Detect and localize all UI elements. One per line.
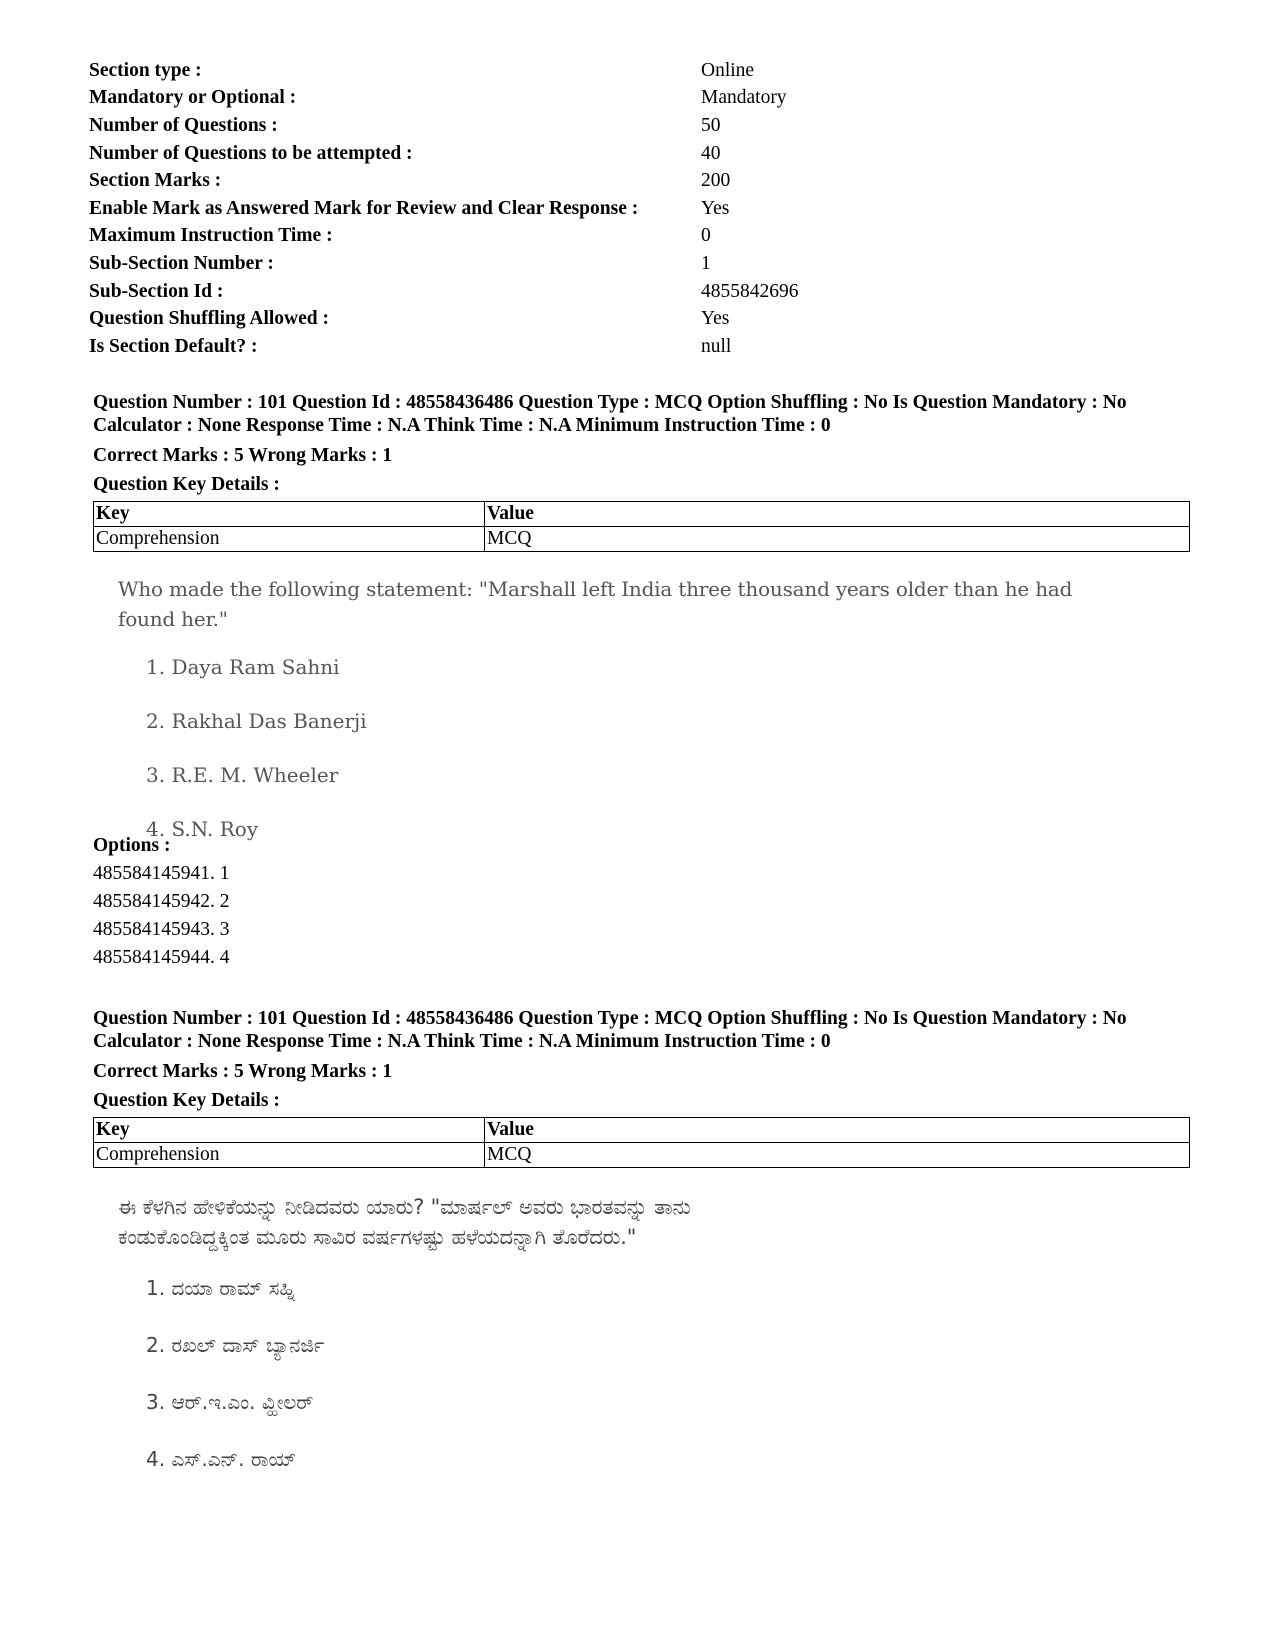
- section-key: Sub-Section Id :: [89, 280, 224, 302]
- section-key: Sub-Section Number :: [89, 252, 274, 274]
- question-body-english: [118, 574, 1118, 856]
- table-header-key: Key: [94, 502, 485, 527]
- section-value: Yes: [701, 197, 730, 219]
- section-row: [89, 85, 799, 113]
- question-header: Question Number : 101 Question Id : 48558436486 Question Type : MCQ Option Shuffling : No Is Question Mandatory : No Calculator : None Response Time : N.A Think Time : N.A Minimum Instruction Time : 0: [93, 392, 1127, 436]
- options-list: [93, 832, 230, 972]
- table-header-value: Value: [485, 1118, 1190, 1143]
- section-key: Mandatory or Optional :: [89, 87, 297, 109]
- section-row: [89, 167, 799, 195]
- option-item: 485584145941. 1: [93, 863, 230, 884]
- question-body-kannada: [118, 1192, 1118, 1488]
- choice-item: 1. Daya Ram Sahni: [146, 655, 340, 679]
- choice-item: 3. ಆರ್.ಇ.ಎಂ. ವ್ಹೀಲರ್: [146, 1390, 314, 1414]
- table-row: [94, 527, 1190, 552]
- table-cell-value: MCQ: [485, 1143, 1190, 1168]
- question-key-table: [93, 501, 1190, 552]
- table-cell-key: Comprehension: [94, 527, 485, 552]
- choice-item: 4. ಎಸ್.ಎನ್. ರಾಯ್: [146, 1447, 297, 1471]
- section-row: [89, 333, 799, 361]
- section-value: 4855842696: [701, 280, 799, 302]
- question-key-details-label: Question Key Details :: [93, 474, 280, 495]
- section-row: [89, 57, 799, 85]
- section-value: Mandatory: [701, 87, 787, 109]
- question-key-table: [93, 1117, 1190, 1168]
- question-key-details-label: Question Key Details :: [93, 1090, 280, 1111]
- table-row: [94, 1143, 1190, 1168]
- section-row: [89, 305, 799, 333]
- section-value: Online: [701, 59, 755, 81]
- question-header-block: [93, 391, 1193, 552]
- section-row: [89, 112, 799, 140]
- section-row: [89, 250, 799, 278]
- section-value: 40: [701, 142, 721, 164]
- section-key: Number of Questions :: [89, 114, 278, 136]
- table-row: [94, 1118, 1190, 1143]
- question-header-block: [93, 1007, 1193, 1168]
- section-value: 200: [701, 170, 731, 192]
- section-value: 50: [701, 114, 721, 136]
- table-row: [94, 502, 1190, 527]
- section-row: [89, 278, 799, 306]
- section-info-table: [89, 57, 799, 361]
- question-stem-line: ಈ ಕೆಳಗಿನ ಹೇಳಿಕೆಯನ್ನು ನೀಡಿದವರು ಯಾರು? "ಮಾರ್ಷಲ್ ಅವರು ಭಾರತವನ್ನು ತಾನು: [118, 1195, 691, 1219]
- section-row: [89, 140, 799, 168]
- section-key: Enable Mark as Answered Mark for Review and Clear Response :: [89, 197, 639, 219]
- section-value: 0: [701, 225, 711, 247]
- choice-item: 4. S.N. Roy: [146, 817, 259, 841]
- section-key: Is Section Default? :: [89, 335, 258, 357]
- options-label: Options :: [93, 835, 171, 856]
- section-key: Question Shuffling Allowed :: [89, 308, 330, 330]
- choice-item: 3. R.E. M. Wheeler: [146, 763, 339, 787]
- section-key: Section type :: [89, 59, 202, 81]
- section-value: Yes: [701, 308, 730, 330]
- section-key: Maximum Instruction Time :: [89, 225, 333, 247]
- option-item: 485584145942. 2: [93, 891, 230, 912]
- question-stem: Who made the following statement: "Marshall left India three thousand years older than he had found her.": [118, 577, 1073, 631]
- section-row: [89, 223, 799, 251]
- option-item: 485584145944. 4: [93, 947, 230, 968]
- table-cell-key: Comprehension: [94, 1143, 485, 1168]
- section-row: [89, 195, 799, 223]
- choice-item: 2. ರಖಲ್ ದಾಸ್ ಬ್ಯಾನರ್ಜಿ: [146, 1333, 325, 1357]
- section-key: Section Marks :: [89, 170, 222, 192]
- choice-item: 2. Rakhal Das Banerji: [146, 709, 367, 733]
- question-header: Question Number : 101 Question Id : 48558436486 Question Type : MCQ Option Shuffling : No Is Question Mandatory : No Calculator : None Response Time : N.A Think Time : N.A Minimum Instruction Time : 0: [93, 1008, 1127, 1052]
- section-key: Number of Questions to be attempted :: [89, 142, 413, 164]
- option-item: 485584145943. 3: [93, 919, 230, 940]
- table-cell-value: MCQ: [485, 527, 1190, 552]
- table-header-key: Key: [94, 1118, 485, 1143]
- choice-item: 1. ದಯಾ ರಾಮ್ ಸಹ್ನಿ: [146, 1276, 296, 1300]
- table-header-value: Value: [485, 502, 1190, 527]
- section-value: 1: [701, 252, 711, 274]
- question-marks: Correct Marks : 5 Wrong Marks : 1: [93, 445, 393, 466]
- section-value: null: [701, 335, 732, 357]
- question-marks: Correct Marks : 5 Wrong Marks : 1: [93, 1061, 393, 1082]
- question-stem-line: ಕಂಡುಕೊಂಡಿದ್ದಕ್ಕಿಂತ ಮೂರು ಸಾವಿರ ವರ್ಷಗಳಷ್ಟು ಹಳೆಯದನ್ನಾಗಿ ತೊರೆದರು.": [118, 1225, 637, 1249]
